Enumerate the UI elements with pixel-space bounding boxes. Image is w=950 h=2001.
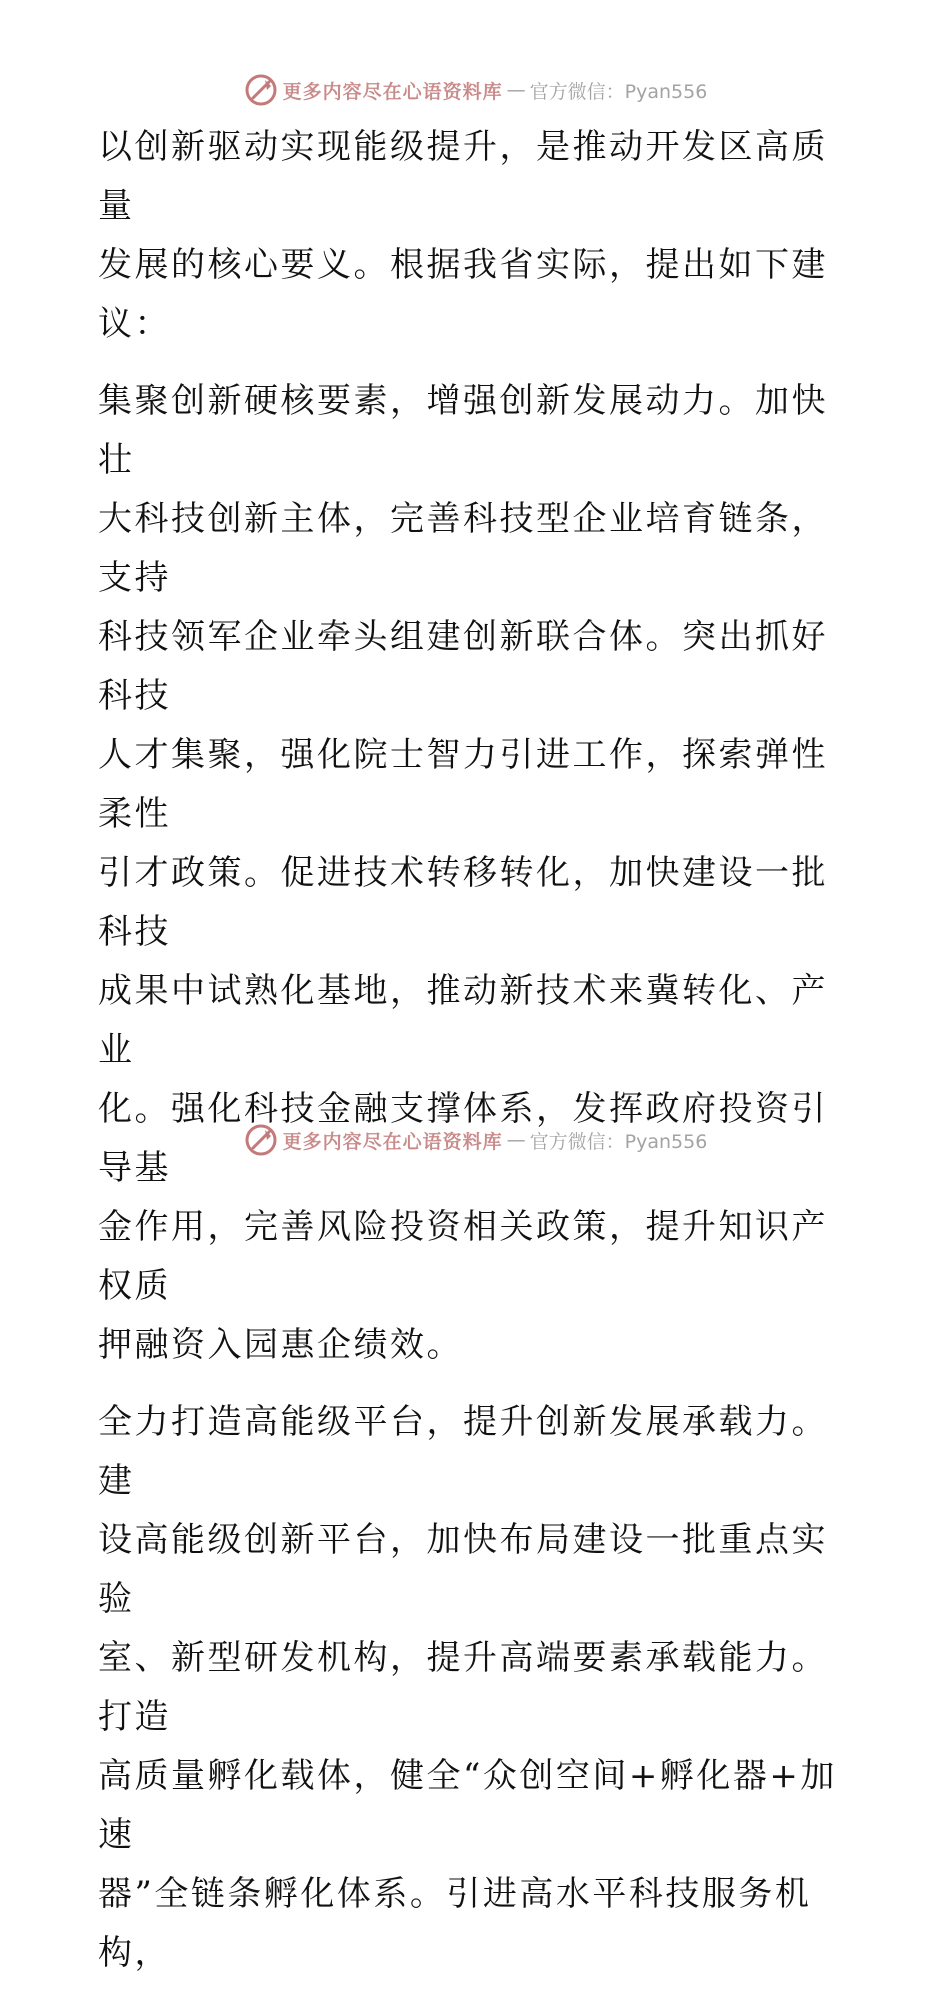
watermark-contact: 官方微信：Pyan556 [529, 1130, 708, 1153]
header-watermark [0, 70, 950, 110]
watermark-brand: 更多内容尽在心语资料库 [282, 80, 503, 103]
footer-watermark [0, 1120, 950, 1160]
watermark-brand: 更多内容尽在心语资料库 [282, 1130, 503, 1153]
document-body [98, 118, 850, 2001]
paragraph-platforms: 全力打造高能级平台，提升创新发展承载力。建 设高能级创新平台，加快布局建设一批重点实验 室、新型研发机构，提升高端要素承载能力。打造 高质量孵化载体，健全“众创空间+孵化器+加速 器”全链条孵化体系。引进高水平科技服务机构， [98, 1402, 837, 1973]
paragraph-innovation-elements: 集聚创新硬核要素，增强创新发展动力。加快壮 大科技创新主体，完善科技型企业培育链条，支持 科技领军企业牵头组建创新联合体。突出抓好科技 人才集聚，强化院士智力引进工作，探索弹性柔性 引才政策。促进技术转移转化，加快建设一批科技 成果中试熟化基地，推动新技术来冀转化、产业 化。强化科技金融支撑体系，发挥政府投资引导基 金作用，完善风险投资相关政策，提升知识产权质 押融资入园惠企绩效。 [98, 381, 828, 1365]
watermark-separator: — [506, 79, 526, 101]
paragraph-intro: 以创新驱动实现能级提升，是推动开发区高质量 发展的核心要义。根据我省实际，提出如下建议： [98, 127, 828, 344]
brand-logo-icon [243, 1122, 279, 1158]
brand-logo-icon [243, 72, 279, 108]
watermark-separator: — [506, 1129, 526, 1151]
watermark-contact: 官方微信：Pyan556 [529, 80, 708, 103]
